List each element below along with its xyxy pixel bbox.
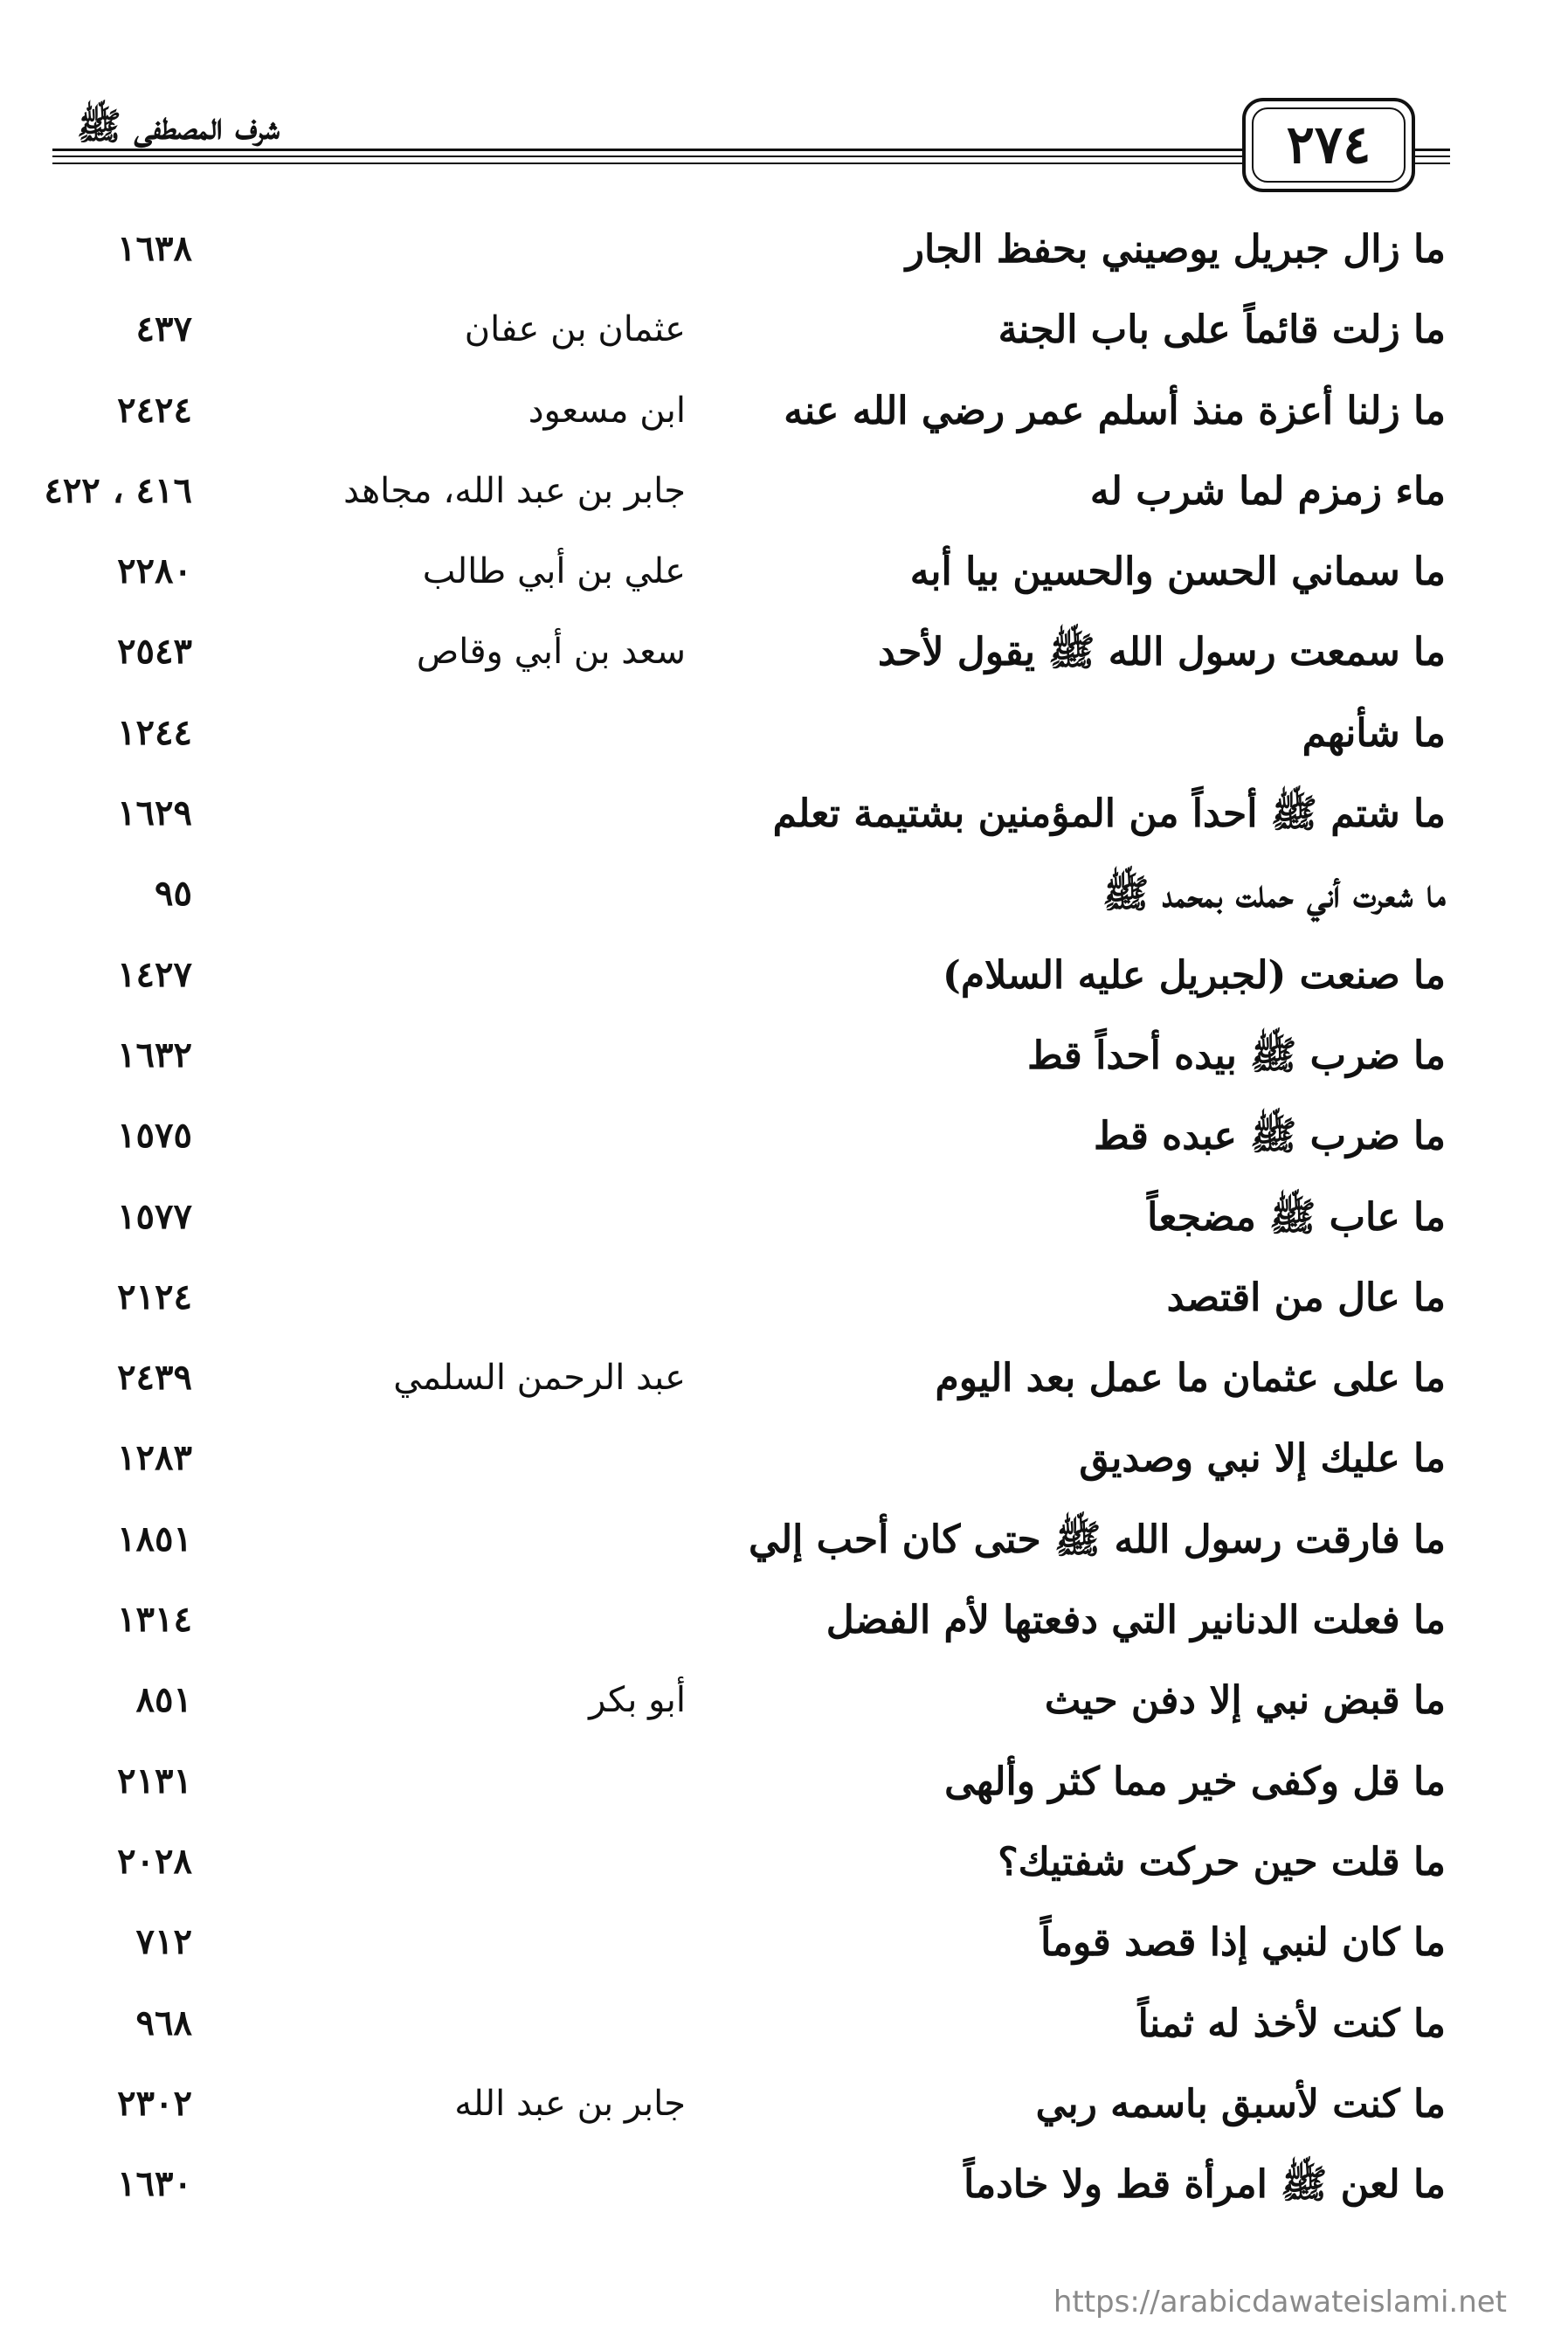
entry-reference-number: ٩٥ <box>155 873 192 915</box>
entry-phrase: ما صنعت (لجبريل عليه السلام) <box>943 952 1446 998</box>
entry-reference-number: ٨٥١ <box>135 1679 192 1721</box>
entry-narrator: جابر بن عبد الله، مجاهد <box>343 470 686 511</box>
entry-reference-number: ١٦٢٩ <box>117 792 192 834</box>
index-entry <box>0 1665 1568 1746</box>
entry-reference-number: ٢٥٤٣ <box>117 631 192 673</box>
entry-phrase: ما كنت لأخذ له ثمناً <box>1137 2001 1446 2046</box>
entry-reference-number: ١٤٢٧ <box>117 953 192 995</box>
index-entry <box>0 2149 1568 2230</box>
entry-phrase: ما شتم ﷺ أحداً من المؤمنين بشتيمة تعلم <box>772 792 1446 837</box>
entry-reference-number: ١٥٧٧ <box>117 1195 192 1237</box>
entry-reference-number: ٤٣٧ <box>135 308 192 350</box>
entry-reference-number: ٩٦٨ <box>135 2002 192 2043</box>
entry-reference-number: ٢٣٠٢ <box>117 2082 192 2124</box>
index-entry <box>0 376 1568 456</box>
entry-phrase: ما عال من اقتصد <box>1166 1275 1446 1320</box>
entry-phrase: ما لعن ﷺ امرأة قط ولا خادماً <box>964 2162 1446 2208</box>
entry-phrase: ما زلنا أعزة منذ أسلم عمر رضي الله عنه <box>784 388 1446 433</box>
source-watermark: https://arabicdawateislami.net <box>1053 2285 1507 2320</box>
entry-phrase: ما عليك إلا نبي وصديق <box>1079 1436 1446 1482</box>
entry-reference-number: ٧١٢ <box>135 1921 192 1963</box>
index-entry <box>0 456 1568 536</box>
index-entry <box>0 214 1568 294</box>
index-entry <box>0 1262 1568 1343</box>
entry-phrase: ما سماني الحسن والحسين بيا أبه <box>909 550 1446 595</box>
entry-narrator: علي بن أبي طالب <box>422 551 686 592</box>
entry-phrase: ما قلت حين حركت شفتيك؟ <box>998 1839 1446 1884</box>
entry-phrase: ما عاب ﷺ مضجعاً <box>1147 1194 1446 1240</box>
index-entries <box>0 214 1568 2230</box>
entry-phrase: ما فارقت رسول الله ﷺ حتى كان أحب إلي <box>749 1517 1446 1562</box>
entry-narrator: ابن مسعود <box>528 390 686 431</box>
running-title: شرف المصطفى ﷺ <box>70 105 287 149</box>
entry-reference-number: ١٨٥١ <box>117 1518 192 1559</box>
entry-phrase: ما زلت قائماً على باب الجنة <box>998 308 1446 353</box>
header-rule <box>52 162 1450 164</box>
index-entry <box>0 536 1568 617</box>
entry-reference-number: ٤١٦ ، ٤٢٢ <box>44 469 192 511</box>
index-entry <box>0 1827 1568 1907</box>
page-number: ٢٧٤ <box>1286 114 1371 176</box>
index-entry <box>0 1101 1568 1181</box>
entry-phrase: ما ضرب ﷺ بيده أحداً قط <box>1027 1033 1446 1078</box>
entry-reference-number: ٢٢٨٠ <box>117 550 192 592</box>
entry-phrase: ما قل وكفى خير مما كثر وألهى <box>944 1759 1446 1804</box>
entry-reference-number: ١٣١٤ <box>117 1599 192 1641</box>
page-header <box>52 87 1450 210</box>
index-entry <box>0 1423 1568 1504</box>
entry-phrase: ما فعلت الدنانير التي دفعتها لأم الفضل <box>825 1598 1446 1643</box>
entry-narrator: سعد بن أبي وقاص <box>416 632 686 673</box>
entry-narrator: جابر بن عبد الله <box>454 2083 686 2124</box>
index-entry <box>0 1746 1568 1827</box>
entry-phrase: ما كنت لأسبق باسمه ربي <box>1035 2081 1446 2126</box>
entry-reference-number: ٢٤٣٩ <box>117 1357 192 1399</box>
entry-reference-number: ١٢٤٤ <box>117 711 192 753</box>
index-entry <box>0 940 1568 1020</box>
index-entry <box>0 1585 1568 1665</box>
index-entry <box>0 698 1568 778</box>
entry-reference-number: ١٦٣٨ <box>117 228 192 269</box>
entry-reference-number: ١٥٧٥ <box>117 1115 192 1157</box>
entry-phrase: ما زال جبريل يوصيني بحفظ الجار <box>905 227 1446 272</box>
entry-reference-number: ٢١٣١ <box>117 1760 192 1801</box>
entry-phrase: ما شعرت أني حملت بمحمد ﷺ <box>1102 872 1446 917</box>
entry-reference-number: ٢١٢٤ <box>117 1276 192 1317</box>
entry-phrase: ما سمعت رسول الله ﷺ يقول لأحد <box>878 630 1446 675</box>
entry-phrase: ما قبض نبي إلا دفن حيث <box>1044 1678 1446 1724</box>
entry-phrase: ما ضرب ﷺ عبده قط <box>1094 1114 1446 1159</box>
entry-reference-number: ١٦٣٢ <box>117 1034 192 1075</box>
index-entry <box>0 1907 1568 1988</box>
entry-reference-number: ٢٤٢٤ <box>117 389 192 431</box>
page-number-frame <box>1242 98 1415 192</box>
entry-reference-number: ١٦٣٠ <box>117 2163 192 2205</box>
entry-narrator: عثمان بن عفان <box>464 309 686 350</box>
entry-reference-number: ١٢٨٣ <box>117 1437 192 1479</box>
entry-phrase: ما شأنهم <box>1302 710 1446 756</box>
header-rule <box>52 156 1450 157</box>
entry-reference-number: ٢٠٢٨ <box>117 1840 192 1882</box>
index-entry <box>0 294 1568 375</box>
index-entry <box>0 1988 1568 2069</box>
header-rule <box>52 149 1450 151</box>
index-entry <box>0 617 1568 697</box>
index-entry <box>0 859 1568 939</box>
index-entry <box>0 778 1568 859</box>
index-entry <box>0 2069 1568 2149</box>
index-entry <box>0 1504 1568 1585</box>
index-entry <box>0 1182 1568 1262</box>
index-entry <box>0 1020 1568 1101</box>
entry-phrase: ما على عثمان ما عمل بعد اليوم <box>935 1356 1446 1401</box>
index-entry <box>0 1343 1568 1423</box>
entry-phrase: ما كان لنبي إذا قصد قوماً <box>1040 1920 1446 1966</box>
entry-narrator: أبو بكر <box>589 1680 686 1721</box>
entry-phrase: ماء زمزم لما شرب له <box>1089 468 1446 514</box>
entry-narrator: عبد الرحمن السلمي <box>393 1358 686 1399</box>
